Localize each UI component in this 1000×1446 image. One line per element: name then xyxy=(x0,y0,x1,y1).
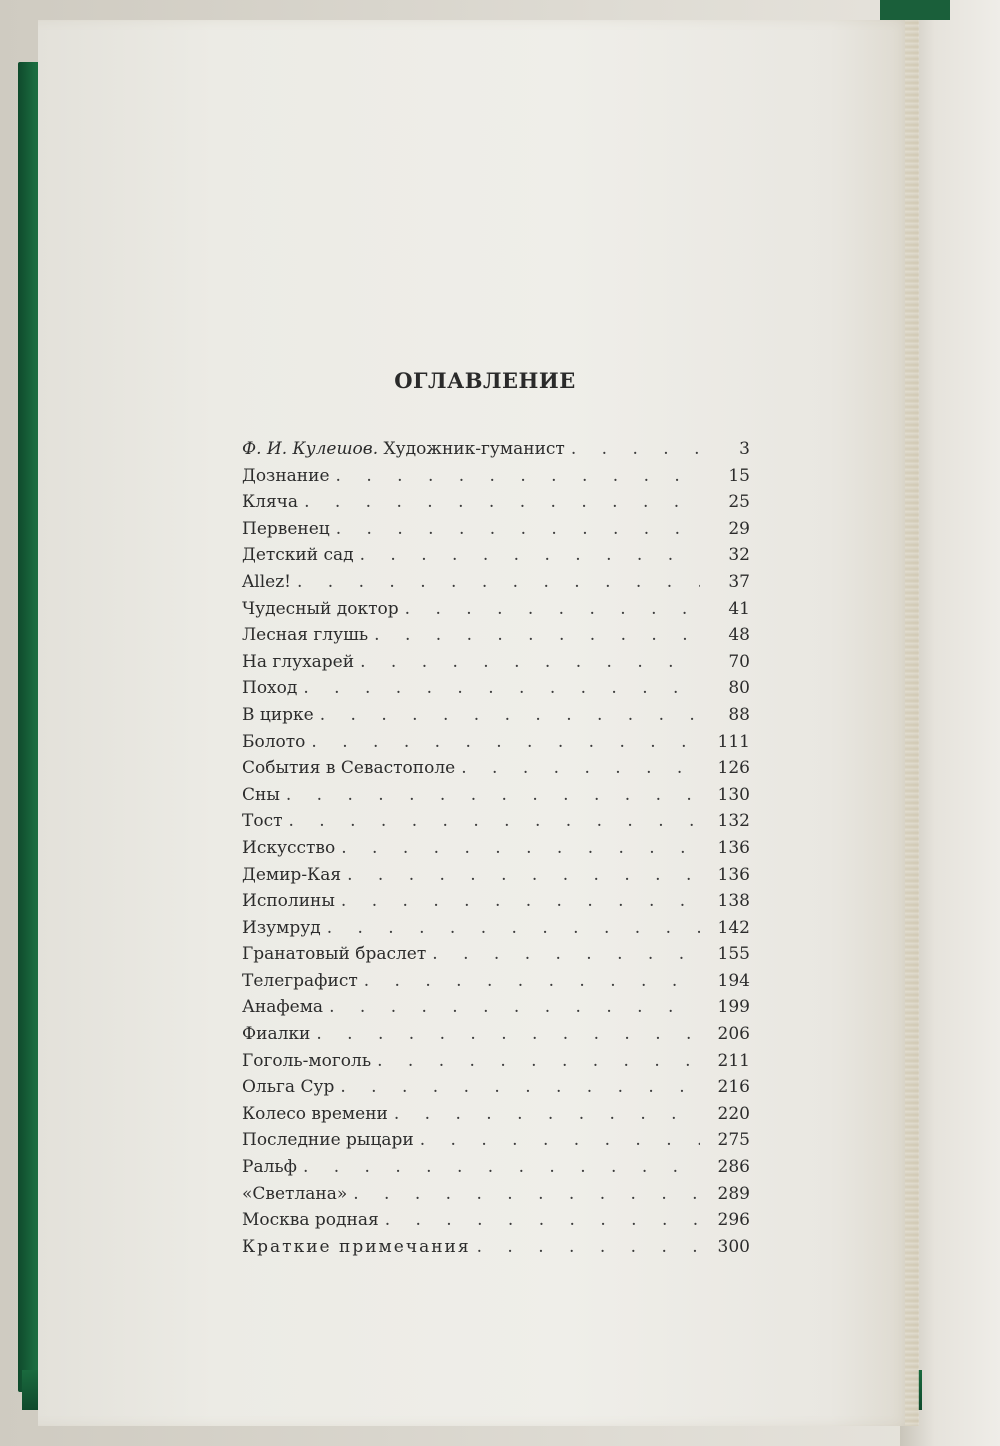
toc-entry-title: События в Севастополе xyxy=(242,758,456,779)
toc-entry-page-number: 37 xyxy=(728,571,750,592)
toc-dot-leader xyxy=(289,808,701,835)
toc-entry xyxy=(242,862,750,889)
toc-entry-page-number: 32 xyxy=(728,545,750,566)
toc-entry-page-number: 155 xyxy=(717,944,750,965)
toc-entry xyxy=(242,915,750,942)
toc-entry-page-number: 130 xyxy=(717,784,750,805)
toc-entry-title-group xyxy=(242,569,291,596)
toc-entry-title: Сны xyxy=(242,784,280,805)
toc-dot-leader xyxy=(336,463,700,490)
toc-dot-leader xyxy=(353,1181,700,1208)
toc-entry-page-number: 88 xyxy=(728,704,750,725)
toc-entry xyxy=(242,1048,750,1075)
toc-entry-page-number: 111 xyxy=(717,731,750,752)
toc-entry xyxy=(242,994,750,1021)
page-deckle-edge xyxy=(905,20,919,1426)
toc-entry-title: Художник-гуманист xyxy=(383,439,565,459)
toc-entry-title-group xyxy=(242,755,455,782)
toc-dot-leader xyxy=(316,1021,700,1048)
toc-entry xyxy=(242,1101,750,1128)
toc-entry-page-number: 296 xyxy=(717,1210,750,1231)
toc-dot-leader xyxy=(303,1154,700,1181)
toc-entry-title-group xyxy=(242,1021,310,1048)
toc-entry xyxy=(242,1207,750,1234)
toc-entry xyxy=(242,622,750,649)
toc-dot-leader xyxy=(364,968,700,995)
toc-entry-title: Последние рыцари xyxy=(242,1130,414,1151)
toc-entry-title-group xyxy=(242,1154,297,1181)
toc-entry-title: Искусство xyxy=(242,837,336,858)
toc-entry xyxy=(242,463,750,490)
toc-entry-page-number: 70 xyxy=(728,651,750,672)
toc-entry xyxy=(242,1181,750,1208)
toc-entry-page-number: 41 xyxy=(728,598,750,619)
toc-dot-leader xyxy=(432,941,700,968)
toc-entry-title-group xyxy=(242,729,305,756)
toc-entry-title: Кляча xyxy=(242,492,299,513)
toc-entry-page-number: 80 xyxy=(728,678,750,699)
toc-entry-page-number: 48 xyxy=(728,625,750,646)
toc-entry xyxy=(242,569,750,596)
toc-entry-title-group xyxy=(242,968,358,995)
toc-entry xyxy=(242,808,750,835)
toc-dot-leader xyxy=(420,1127,700,1154)
toc-entry-title: Чудесный доктор xyxy=(242,598,399,619)
toc-dot-leader xyxy=(347,862,700,889)
toc-entry xyxy=(242,835,750,862)
toc-entry-page-number: 275 xyxy=(717,1130,750,1151)
toc-entry xyxy=(242,968,750,995)
toc-entry-title-group xyxy=(242,835,335,862)
toc-entry-title: «Светлана» xyxy=(242,1183,348,1204)
toc-entry-title: Гранатовый браслет xyxy=(242,944,427,965)
toc-dot-leader xyxy=(286,782,700,809)
toc-entry-title-group xyxy=(242,1181,347,1208)
toc-dot-leader xyxy=(394,1101,700,1128)
toc-entry-title: Исполины xyxy=(242,891,335,912)
toc-entry-page-number: 300 xyxy=(717,1236,750,1257)
toc-entry-page-number: 3 xyxy=(739,439,750,459)
toc-entry xyxy=(242,436,750,463)
toc-dot-leader xyxy=(327,915,700,942)
toc-entry xyxy=(242,1021,750,1048)
toc-dot-leader xyxy=(304,489,700,516)
toc-dot-leader xyxy=(303,675,700,702)
toc-dot-leader xyxy=(385,1207,700,1234)
toc-entry-title-group xyxy=(242,915,321,942)
toc-entry-title-group xyxy=(242,1127,414,1154)
toc-dot-leader xyxy=(341,888,700,915)
toc-entry-title-group xyxy=(242,436,565,463)
toc-entry-page-number: 142 xyxy=(717,917,750,938)
toc-entry-title-group xyxy=(242,542,354,569)
toc-dot-leader xyxy=(341,835,700,862)
toc-dot-leader xyxy=(336,516,700,543)
toc-entry-title-group xyxy=(242,649,354,676)
toc-entry-title-group xyxy=(242,1074,334,1101)
toc-dot-leader xyxy=(374,622,700,649)
toc-entry-title: Ольга Сур xyxy=(242,1077,335,1098)
toc-entry-title: Краткие примечания xyxy=(242,1236,471,1257)
toc-entry-title: Ральф xyxy=(242,1157,297,1178)
toc-entry-title: Демир-Кая xyxy=(242,864,342,885)
toc-entry-title-group xyxy=(242,994,323,1021)
toc-entry-title: На глухарей xyxy=(242,651,355,672)
toc-entry xyxy=(242,729,750,756)
toc-dot-leader xyxy=(311,729,700,756)
toc-entry xyxy=(242,941,750,968)
toc-entry-page-number: 25 xyxy=(728,492,750,513)
toc-entry-page-number: 136 xyxy=(717,837,750,858)
toc-entry-title: Лесная глушь xyxy=(242,625,369,646)
toc-entry-page-number: 29 xyxy=(728,518,750,539)
toc-entry xyxy=(242,516,750,543)
toc-entry-title-group xyxy=(242,862,341,889)
toc-entry-page-number: 138 xyxy=(717,891,750,912)
toc-entry-title-group xyxy=(242,808,283,835)
table-of-contents xyxy=(242,436,750,1260)
toc-entry-title: Allez! xyxy=(242,571,291,592)
toc-entry xyxy=(242,489,750,516)
toc-entry-page-number: 126 xyxy=(717,758,750,779)
toc-entry-title: Поход xyxy=(242,678,298,699)
toc-entry-title: Колесо времени xyxy=(242,1103,388,1124)
toc-entry-page-number: 136 xyxy=(717,864,750,885)
toc-entry xyxy=(242,782,750,809)
toc-entry-title-group xyxy=(242,782,280,809)
toc-entry xyxy=(242,1074,750,1101)
toc-entry-page-number: 15 xyxy=(728,465,750,486)
toc-entry-title-group xyxy=(242,463,330,490)
toc-entry xyxy=(242,542,750,569)
toc-entry-title: Фиалки xyxy=(242,1024,311,1045)
toc-entry xyxy=(242,675,750,702)
toc-entry xyxy=(242,596,750,623)
toc-entry-title: В цирке xyxy=(242,704,314,725)
toc-entry-title-group xyxy=(242,941,426,968)
toc-entry-page-number: 132 xyxy=(717,811,750,832)
toc-entry-page-number: 216 xyxy=(717,1077,750,1098)
toc-entry-title: Болото xyxy=(242,731,306,752)
toc-entry-title-group xyxy=(242,622,368,649)
toc-entry-author: Ф. И. Кулешов. xyxy=(242,439,379,459)
toc-entry-title-group xyxy=(242,888,335,915)
toc-dot-leader xyxy=(571,436,700,463)
toc-entry xyxy=(242,702,750,729)
toc-entry-title-group xyxy=(242,1207,379,1234)
toc-entry-page-number: 206 xyxy=(717,1024,750,1045)
toc-entry xyxy=(242,1234,750,1261)
toc-entry-title-group xyxy=(242,516,330,543)
toc-dot-leader xyxy=(461,755,700,782)
toc-entry-title: Москва родная xyxy=(242,1210,379,1231)
toc-dot-leader xyxy=(297,569,700,596)
book-cover-top-edge xyxy=(880,0,950,20)
toc-dot-leader xyxy=(477,1234,700,1261)
toc-dot-leader xyxy=(340,1074,700,1101)
toc-dot-leader xyxy=(320,702,700,729)
toc-entry-title-group xyxy=(242,675,297,702)
toc-heading: ОГЛАВЛЕНИЕ xyxy=(394,368,576,393)
toc-dot-leader xyxy=(329,994,700,1021)
toc-dot-leader xyxy=(377,1048,700,1075)
toc-entry-title: Анафема xyxy=(242,997,324,1018)
toc-entry-title: Изумруд xyxy=(242,917,321,938)
toc-entry-page-number: 194 xyxy=(717,970,750,991)
toc-dot-leader xyxy=(360,649,700,676)
toc-entry xyxy=(242,649,750,676)
toc-entry-title: Гоголь-моголь xyxy=(242,1050,372,1071)
toc-entry-page-number: 286 xyxy=(717,1157,750,1178)
toc-entry-page-number: 211 xyxy=(717,1050,750,1071)
toc-entry-title-group xyxy=(242,1048,371,1075)
toc-entry-title-group xyxy=(242,702,314,729)
toc-entry-title: Детский сад xyxy=(242,545,354,566)
toc-entry xyxy=(242,888,750,915)
toc-entry-title: Телеграфист xyxy=(242,970,358,991)
toc-entry xyxy=(242,1154,750,1181)
toc-entry-title-group xyxy=(242,489,298,516)
toc-entry xyxy=(242,1127,750,1154)
toc-entry-title-group xyxy=(242,1101,388,1128)
toc-entry xyxy=(242,755,750,782)
toc-entry-title-group xyxy=(242,1234,471,1261)
toc-entry-page-number: 199 xyxy=(717,997,750,1018)
toc-entry-page-number: 220 xyxy=(717,1103,750,1124)
toc-entry-title: Тост xyxy=(242,811,283,832)
toc-entry-title-group xyxy=(242,596,399,623)
toc-entry-title: Дознание xyxy=(242,465,330,486)
toc-entry-page-number: 289 xyxy=(717,1183,750,1204)
toc-entry-title: Первенец xyxy=(242,518,330,539)
toc-dot-leader xyxy=(360,542,700,569)
toc-dot-leader xyxy=(405,596,700,623)
